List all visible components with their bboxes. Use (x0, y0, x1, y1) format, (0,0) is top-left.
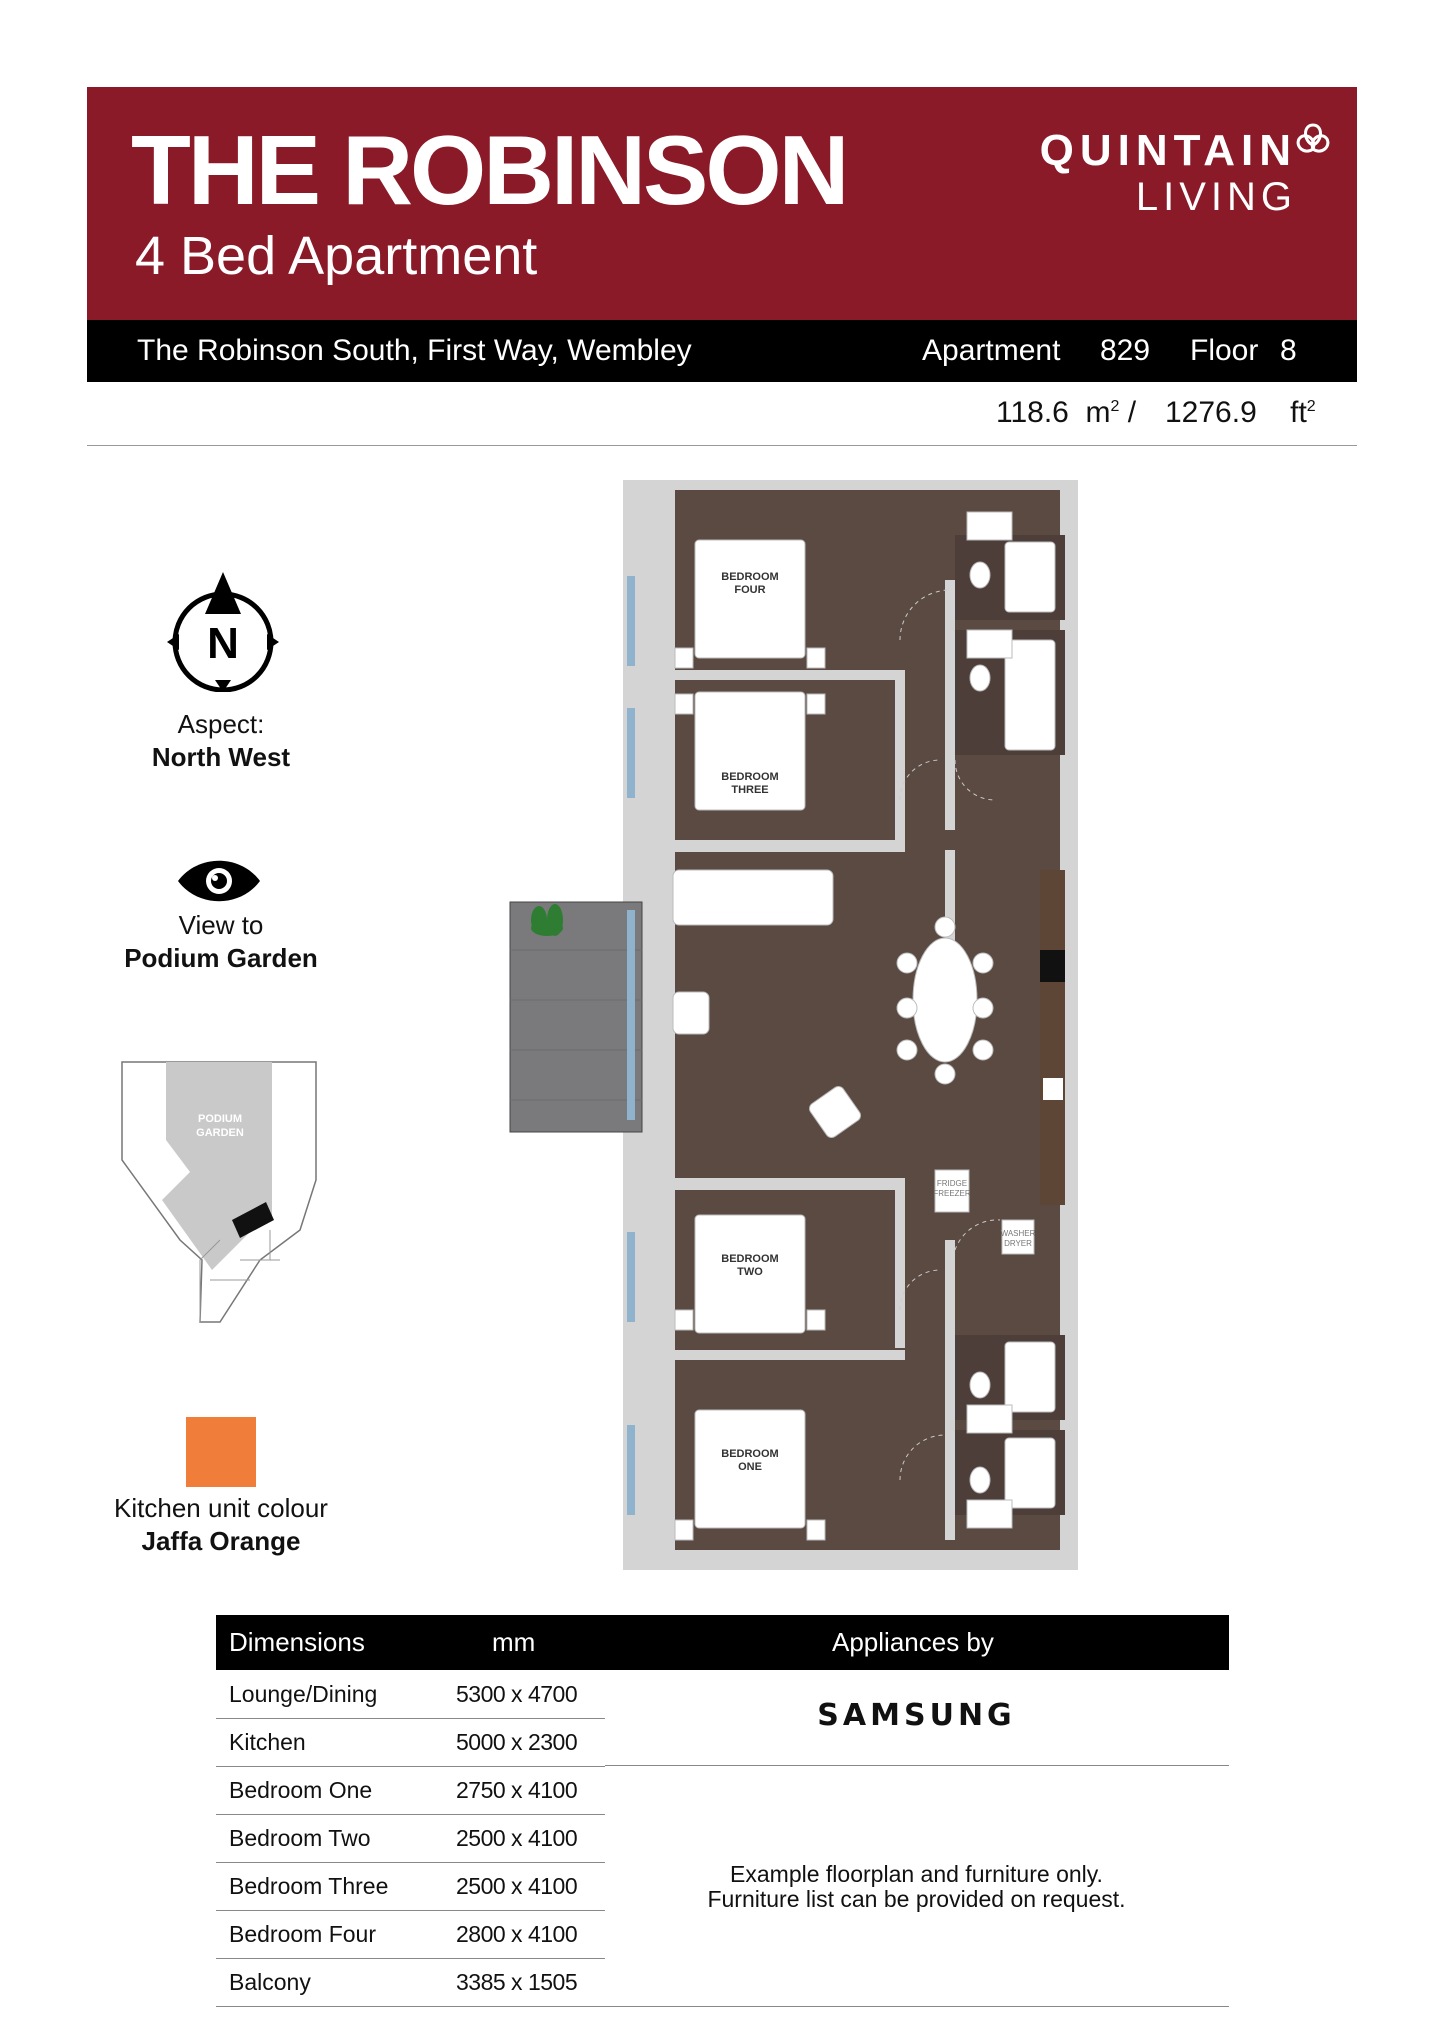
floor-number: 8 (1280, 334, 1297, 367)
area-sqft-value: 1276.9 (1165, 396, 1257, 429)
balcony (510, 902, 642, 1132)
aspect-value: North West (151, 741, 291, 772)
compass-icon (165, 570, 281, 692)
header-mm: mm (492, 1627, 536, 1657)
table-row (216, 1862, 605, 1911)
view-label: View to (178, 910, 264, 940)
room-label-bedroom-three: BEDROOM (721, 771, 779, 783)
note-line-2: Furniture list can be provided on request. (707, 1886, 1126, 1913)
room-size: 2750 x 4100 (456, 1777, 578, 1803)
page-subtitle: 4 Bed Apartment (135, 226, 538, 286)
floor-label: Floor (1190, 334, 1259, 367)
room-size: 2500 x 4100 (456, 1825, 578, 1851)
address: The Robinson South, First Way, Wembley (137, 334, 692, 367)
kitchen-counter (1040, 870, 1065, 1205)
room-name: Bedroom Four (229, 1921, 377, 1947)
table-row (216, 1814, 605, 1863)
brand-name-top: QUINTAIN (1039, 126, 1297, 175)
table-row (216, 1718, 605, 1767)
brand-name-bottom: LIVING (1135, 175, 1297, 219)
area-sqm-value: 118.6 (996, 396, 1069, 429)
room-name: Kitchen (229, 1729, 306, 1755)
floorplan-diagram (505, 480, 1195, 1570)
room-size: 5300 x 4700 (456, 1681, 578, 1707)
view-value: Podium Garden (124, 942, 318, 973)
eye-icon (176, 858, 262, 904)
aspect-label: Aspect: (177, 709, 265, 739)
kitchen-colour-label: Kitchen unit colour (114, 1493, 328, 1523)
room-size: 5000 x 2300 (456, 1729, 578, 1755)
room-name: Bedroom One (229, 1777, 373, 1803)
area-separator: / (1127, 396, 1137, 429)
area-sqm-unit: m (1085, 396, 1111, 429)
site-plan-label-1: PODIUM (198, 1113, 242, 1125)
bed-four (695, 540, 805, 658)
appliances-divider (605, 1765, 1229, 1766)
table-row (216, 1910, 605, 1959)
room-label-bedroom-three-2: THREE (731, 784, 769, 796)
sofa (673, 870, 833, 925)
compass-letter: N (207, 619, 239, 668)
area-sqm-exponent: 2 (1110, 398, 1120, 415)
header-banner (87, 87, 1357, 320)
area-sqm (996, 396, 1136, 430)
site-plan-label-2: GARDEN (196, 1127, 244, 1139)
room-size: 2800 x 4100 (456, 1921, 578, 1947)
room-label-bedroom-one: BEDROOM (721, 1448, 779, 1460)
room-label-bedroom-two-2: TWO (737, 1266, 763, 1278)
dimensions-table-header (216, 1615, 1229, 1670)
armchair-1 (673, 992, 709, 1034)
kitchen-colour-block (90, 1492, 352, 1557)
area-sqft-unit: ft (1290, 396, 1307, 429)
note-line-1: Example floorplan and furniture only. (730, 1861, 1103, 1887)
room-label-bedroom-four: BEDROOM (721, 571, 779, 583)
room-name: Balcony (229, 1969, 311, 1995)
table-row (216, 1958, 605, 2006)
view-block (90, 909, 352, 974)
apartment-number: 829 (1100, 334, 1151, 367)
room-name: Bedroom Three (229, 1873, 389, 1899)
apartment-label: Apartment (922, 334, 1061, 367)
dining-table (913, 938, 977, 1062)
area-sqft-exponent: 2 (1306, 398, 1316, 415)
fridge-label: FRIDGE (936, 1179, 968, 1188)
kitchen-colour-value: Jaffa Orange (141, 1525, 301, 1556)
fridge-label-2: FREEZER (933, 1189, 971, 1198)
site-plan-map (120, 1060, 325, 1325)
table-bottom-rule (216, 2006, 1229, 2007)
washer-label-2: DRYER (1004, 1239, 1032, 1248)
trefoil-icon (1291, 119, 1335, 163)
room-label-bedroom-two: BEDROOM (721, 1253, 779, 1265)
table-row (216, 1766, 605, 1815)
room-label-bedroom-one-2: ONE (738, 1461, 762, 1473)
room-name: Bedroom Two (229, 1825, 371, 1851)
divider-line (87, 445, 1357, 446)
room-label-bedroom-four-2: FOUR (734, 584, 766, 596)
washer-label: WASHER (1000, 1229, 1036, 1238)
aspect-block (90, 708, 352, 773)
room-name: Lounge/Dining (229, 1681, 378, 1707)
area-sqft (1165, 396, 1316, 430)
hob (1040, 950, 1065, 982)
appliance-brand-logo: SAMSUNG (817, 1698, 1016, 1733)
floorplan-note (630, 1862, 1203, 1913)
table-row (216, 1670, 605, 1719)
room-size: 2500 x 4100 (456, 1873, 578, 1899)
header-appliances: Appliances by (832, 1627, 994, 1657)
sink (1043, 1078, 1063, 1100)
header-dimensions: Dimensions (229, 1627, 365, 1657)
kitchen-colour-swatch (186, 1417, 256, 1487)
brand-logo (1039, 126, 1297, 219)
room-size: 3385 x 1505 (456, 1969, 578, 1995)
page-title: THE ROBINSON (131, 115, 847, 225)
info-bar (87, 320, 1357, 382)
